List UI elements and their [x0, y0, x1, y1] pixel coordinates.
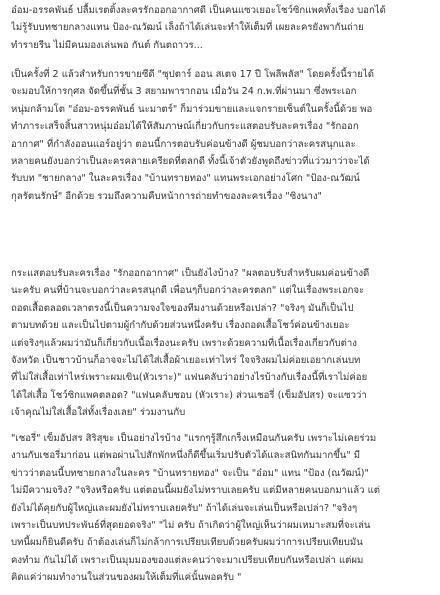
text-line: กุลรัตนรักษ์" อีกด้วย รวมถึงความคืบหน้าการถ่ายทำของละครเรื่อง "ซิงนาง": [11, 190, 322, 202]
text-line: กระแสตอบรับละครเรื่อง "รักออกอากาศ" เป็นยังไงบ้าง? "ผลตอบรับสำหรับผมค่อนข้างดี: [11, 268, 370, 279]
text-line: ถอดเสื้อตลอดเวลาตรงนี้เป็นความจงใจของทีมงานด้วยหรือเปล่า? "จริงๆ มันก็เป็นไป: [11, 302, 354, 314]
text-line: เป็นครั้งที่ 2 แล้วสำหรับการขายซีดี "ซุปตาร์ ออน สเตจ 17 ปี โพลีพลัส" โดยครั้งนี้รายได้: [11, 69, 374, 80]
text-line: ได้ใส่เสื้อ โชว์ซิกแพคตลอด? "แฟนคลับชอบ (หัวเราะ) ส่วนเชอรี่ (เข็มอัปสร) จะแซวว่า: [11, 389, 367, 401]
text-line: ที่ไม่ใส่เสื้อเท่าไหร่เพราะผมเขิน(หัวเราะ)" แฟนคลับว่าอย่างไรบ้างกับเรื่องนี้ที่เราไม่ค่อย: [11, 372, 368, 384]
body-paragraph-3: [11, 430, 433, 587]
text-line: อากาศ" ที่กำลังออนแอร์อยู่ว่า ตอนนี้การตอบรับค่อนข้างดี ผู้ชมบอกว่าละครสนุกและ: [11, 138, 356, 150]
text-line: จะมอบให้การกุศล จัดขึ้นที่ชั้น 3 สยามพารากอน เมื่อวัน 24 ก.พ.ที่ผ่านมา ซึ่งพระเอก: [11, 86, 357, 98]
text-line: แต่จริงๆแล้วผมว่ามันก็เกี่ยวกับเนื้อเรื่องนะครับ เพราะด้วยความที่เนื้อเรื่องเกี่ยวกับต่าง: [11, 337, 357, 349]
text-line: หนุ่มกล้ามโต "อ๋อม-อรรคพันธ์ นะมาตร์" ก็มาร่วมขายและแจกรายเซ็นต์ในครั้งนี้ด้วย พอ: [11, 103, 373, 115]
text-line: คงทำม กันไม่ได้ เพราะเป็นมุมมองของแต่ละคนว่าจะมาเปรียบเทียบกันหรือเปล่า แต่ผม: [11, 554, 364, 566]
text-line: "เชอรี่" เข็มอัปสร สิริสุขะ เป็นอย่างไรบ้าง "แรกๆรู้สึกเกร็งเหมือนกันครับ เพราะไม่เคยร่วม: [11, 433, 377, 444]
text-line: ทำรายรีน ไม่มีคนมองเล่นพอ กันต์ กันตถาวร...: [11, 39, 203, 51]
text-line: งานกับเชอรี่มาก่อน แต่พอผ่านไปสักพักหนึ่งก็ดีขึ้นเริ่มปรับตัวได้และสนิทกันมากขึ้น" มี: [11, 450, 361, 462]
text-line: เพราะเป็นบทประพันธ์ที่สุดยอดจริง" "ไม่ ครับ ถ้าเกิดว่าผู้ใหญ่เห็นว่าผมเหมาะสมที่จะเล่น: [11, 519, 371, 531]
text-line: คิดแค่ว่าผมทำงานในส่วนของผมให้เต็มที่แค่นั้นพอครับ ": [11, 572, 242, 584]
text-line: ไม่มีความจริง? "จริงหรือครับ แต่ตอนนี้ผมยังไม่ทราบเลยครับ แต่มีหลายคนบอกมาแล้ว แต่: [11, 485, 380, 497]
text-line: จังหวัด เป็นชาวบ้านก็อาจจะไม่ได้ใส่เสื้อผ้าเยอะเท่าไหร่ ใจจริงผมไม่ค่อยเอยากเล่นบท: [11, 354, 361, 366]
text-line: รับบท "ชายกลาง" ในละครเรื่อง "บ้านทรายทอง" แทนพระเอกอย่างโศก "ป้อง-ณวัฒน์: [11, 173, 360, 185]
body-paragraph-1: [11, 66, 433, 205]
text-line: อ๋อม-อรรคพันธ์ ปลื้มเรตติ้งละครรักออกอากาศดี เป็นคนแซวเยอะโชว์ซิกแพคทั้งเรื่อง บอกได้: [11, 5, 386, 16]
text-line: ตามบทด้วย และเป็นไปตามผู้กำกับด้วยส่วนหนึ่งครับ เรื่องถอดเสื้อโชว์ค่อนข้างเยอะ: [11, 320, 350, 332]
text-line: ทำภาระเสร็จสิ้นสาวหนุ่มอ๋อมได้ให้สัมภาษณ์เกี่ยวกับกระแสตอบรับละครเรื่อง "รักออก: [11, 121, 359, 133]
intro-paragraph: [11, 2, 433, 54]
text-line: ยังไม่ได้คุยกับผู้ใหญ่และผมยังไม่ทราบเลยครับ" ถ้าได้เล่นจะเล่นเป็นหรือเปล่า? "จริงๆ: [11, 502, 358, 514]
text-line: หลายคนยังบอกว่าเป็นละครคลายเครียดที่ตลกดี ทั้งนี้เจ้าตัวยังพูดถึงข่าวที่แว่วมาว่าจะได้: [11, 155, 370, 167]
text-line: ข่าวว่าตอนนี้บทชายกลางในละคร "บ้านทรายทอง" จะเป็น "อ๋อม" แทน "ป้อง (ณวัฒน์)": [11, 467, 369, 479]
text-line: เจ้าคุณไม่ใส่เสื้อใส่ทั้งเรื่องเลย" ร่วมงานกับ: [11, 407, 186, 419]
text-line: ไม่รู้รับบทชายกลางแทน ป้อง-ณวัฒน์ เล็งถ้าได้เล่นจะทำให้เต็มที่ เผยละครยังพากันถ่าย: [11, 22, 364, 34]
text-line: บทนี้ผมก็ยินดีครับ ถ้าต้องเล่นก็ไม่กล้าการเปรียบเทียบด้วยครับผมว่าการเปรียบเทียบมัน: [11, 537, 363, 549]
body-paragraph-2: [11, 265, 433, 422]
text-line: นะครับ คนที่บ้านจะบอกว่าละครสนุกดี เพื่อนๆก็บอกว่าละครตลก" แต่ในเรื่องพระเอกจะ: [11, 285, 365, 297]
